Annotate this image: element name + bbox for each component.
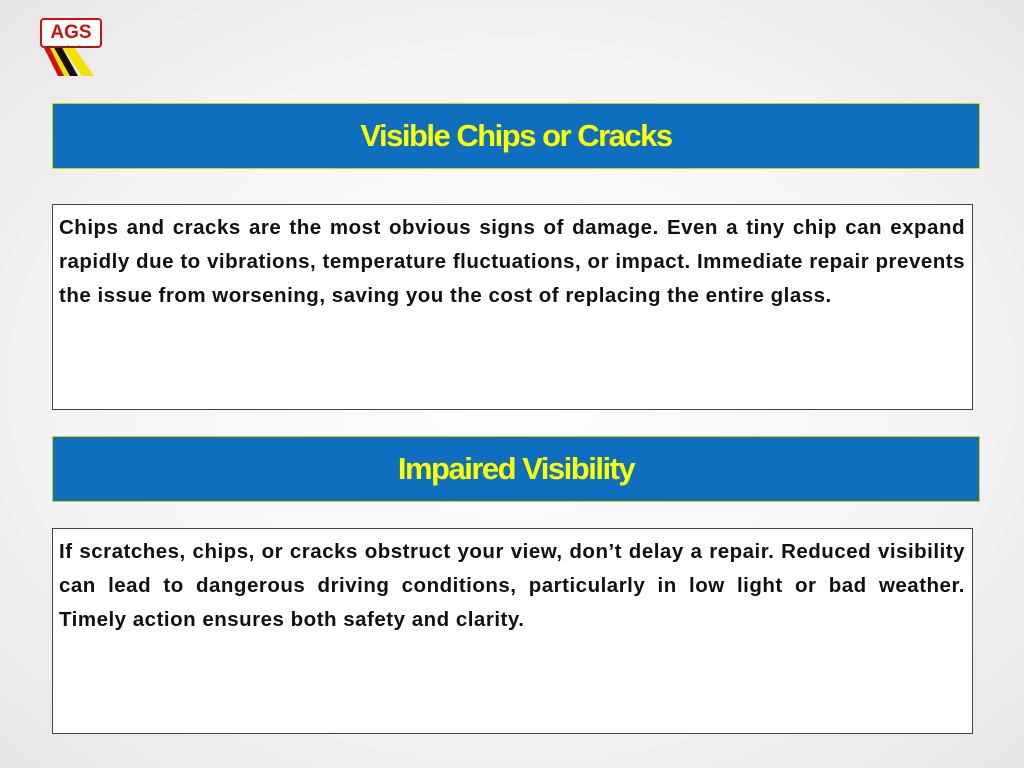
section-heading-impaired-visibility: Impaired Visibility	[52, 436, 980, 502]
section-body-card-chips	[52, 204, 973, 410]
logo-wordmark: AGS	[40, 18, 102, 48]
section-body-text: If scratches, chips, or cracks obstruct your view, don’t delay a repair. Reduced visibility can lead to dangerous driving conditions, particularly in low light or bad weather. Timely action ensures both safety and clarity.	[59, 540, 965, 631]
section-heading-visible-chips: Visible Chips or Cracks	[52, 103, 980, 169]
section-body-text: Chips and cracks are the most obvious signs of damage. Even a tiny chip can expand rapidly due to vibrations, temperature fluctuations, or impact. Immediate repair prevents the issue from worsening, saving you the cost of replacing the entire glass.	[59, 216, 965, 307]
section-body-card-visibility	[52, 528, 973, 734]
logo-tagline: Affordable Glass Services	[47, 44, 93, 49]
ags-logo	[38, 14, 100, 78]
